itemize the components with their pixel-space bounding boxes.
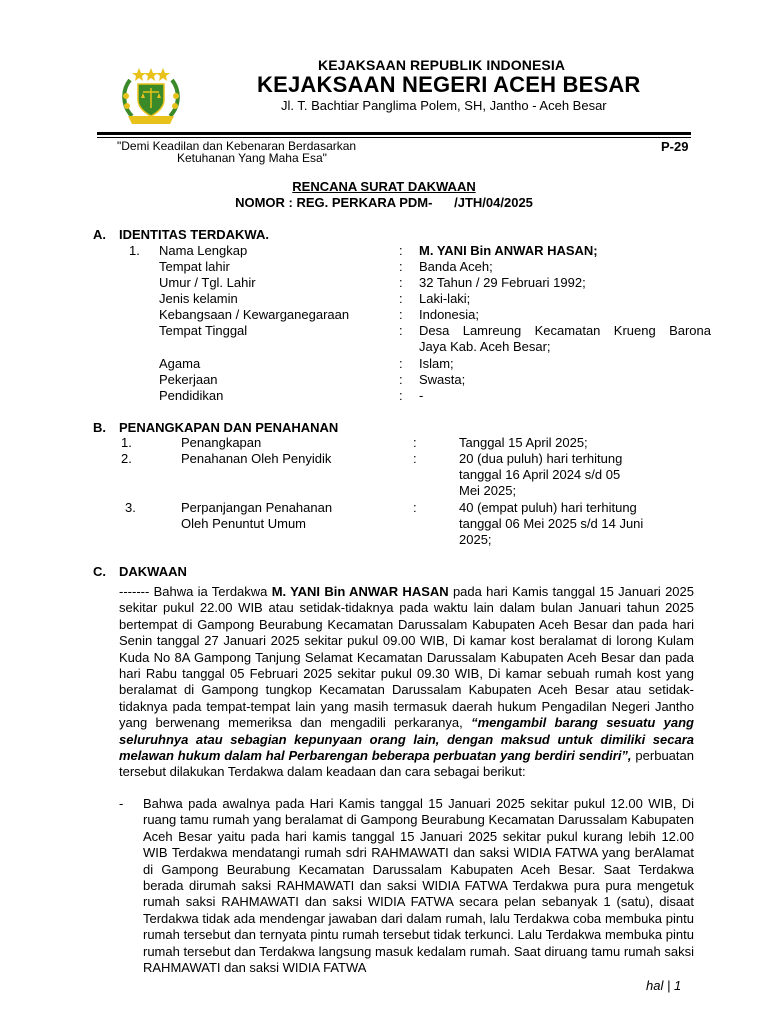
page-number: hal | 1 — [646, 978, 682, 993]
identity-value: Indonesia; — [419, 307, 479, 322]
document-title: RENCANA SURAT DAKWAAN — [292, 179, 476, 194]
identity-label: Tempat lahir — [159, 259, 230, 274]
identity-value: Islam; — [419, 356, 454, 371]
section-c-heading: DAKWAAN — [119, 564, 187, 579]
letterhead-divider-thin — [97, 137, 691, 138]
identity-value: Desa Lamreung Kecamatan Krueng Barona — [419, 323, 711, 338]
detention-label: Penahanan Oleh Penyidik — [181, 451, 332, 466]
identity-value: - — [419, 388, 424, 403]
form-code: P-29 — [661, 139, 689, 154]
identity-separator: : — [399, 356, 403, 371]
indictment-lead: ------- Bahwa ia Terdakwa — [119, 584, 272, 599]
charge-quote: “mengambil barang sesuatu yang seluruhnya atau sebagian kepunyaan orang lain, dengan maksud untuk dimiliki secara melawan hukum dalam hal Perbarengan beberapa perbuatan yang berdiri sendiri”, — [119, 715, 694, 764]
detention-value-continued: tanggal 06 Mei 2025 s/d 14 Juni — [459, 516, 644, 531]
office-name: KEJAKSAAN NEGERI ACEH BESAR — [257, 72, 641, 97]
office-address: Jl. T. Bachtiar Panglima Polem, SH, Jantho - Aceh Besar — [281, 98, 607, 113]
section-a-heading: IDENTITAS TERDAKWA. — [119, 227, 269, 242]
letterhead-divider-thick — [97, 132, 691, 135]
identity-value: M. YANI Bin ANWAR HASAN; — [419, 243, 598, 258]
section-b-number: B. — [93, 420, 106, 435]
detention-separator: : — [413, 451, 417, 466]
detention-value: 20 (dua puluh) hari terhitung — [459, 451, 623, 466]
identity-label: Tempat Tinggal — [159, 323, 248, 338]
detention-separator: : — [413, 500, 417, 515]
bullet-marker: - — [119, 796, 124, 811]
motto-line-1: "Demi Keadilan dan Kebenaran Berdasarkan — [117, 139, 357, 153]
detention-label: Penangkapan — [181, 435, 262, 450]
identity-value: Banda Aceh; — [419, 259, 493, 274]
section-c-number: C. — [93, 564, 106, 579]
identity-separator: : — [399, 372, 403, 387]
section-a-item-number: 1. — [129, 243, 140, 258]
identity-label: Umur / Tgl. Lahir — [159, 275, 256, 290]
agency-name: KEJAKSAAN REPUBLIK INDONESIA — [318, 57, 566, 73]
identity-separator: : — [399, 275, 403, 290]
detention-number: 3. — [125, 500, 136, 515]
detention-value-continued: Mei 2025; — [459, 483, 517, 498]
identity-separator: : — [399, 259, 403, 274]
identity-label: Pekerjaan — [159, 372, 218, 387]
detention-separator: : — [413, 435, 417, 450]
identity-separator: : — [399, 243, 403, 258]
identity-label: Jenis kelamin — [159, 291, 238, 306]
detention-label-continued: Oleh Penuntut Umum — [181, 516, 307, 531]
detention-label: Perpanjangan Penahanan — [181, 500, 333, 515]
kejaksaan-emblem-icon — [118, 66, 184, 126]
detention-number: 2. — [121, 451, 132, 466]
detention-value: Tanggal 15 April 2025; — [459, 435, 588, 450]
identity-separator: : — [399, 323, 403, 338]
identity-value: Swasta; — [419, 372, 466, 387]
identity-separator: : — [399, 388, 403, 403]
identity-separator: : — [399, 291, 403, 306]
detention-value: 40 (empat puluh) hari terhitung — [459, 500, 637, 515]
detention-value-continued: tanggal 16 April 2024 s/d 05 — [459, 467, 621, 482]
identity-value: Laki-laki; — [419, 291, 471, 306]
document-number: NOMOR : REG. PERKARA PDM- /JTH/04/2025 — [235, 195, 533, 210]
motto-line-2: Ketuhanan Yang Maha Esa" — [177, 151, 327, 165]
section-a-number: A. — [93, 227, 106, 242]
identity-label: Nama Lengkap — [159, 243, 248, 258]
detention-number: 1. — [121, 435, 132, 450]
detention-value-continued: 2025; — [459, 532, 492, 547]
chronology-bullet: Bahwa pada awalnya pada Hari Kamis tanggal 15 Januari 2025 sekitar pukul 12.00 WIB, Di ruang tamu rumah yang beralamat di Gampong Beurabung Kecamatan Darussalam Kabupaten Aceh Besar yaitu pada hari kamis tanggal 15 Januari 2025 sekitar pukul kurang lebih 12.00 WIB Terdakwa mendatangi rumah sdri RAHMAWATI dan saksi WIDIA FATWA yang berAlamat di Gampong Beurabung Kecamatan Darussalam Kabupaten Aceh Besar. Saat Terdakwa berada dirumah saksi RAHMAWATI dan saksi WIDIA FATWA Terdakwa pura pura mengetuk rumah saksi RAHMAWATI dan saksi WIDIA FATWA secara pelan sebanyak 1 (satu), disaat Terdakwa tidak ada mendengar jawaban dari dalam rumah, lalu Terdakwa coba membuka pintu rumah tersebut dan ternyata pintu rumah tersebut tidak terkunci. Lalu Terdakwa membuka pintu rumah tersebut dan Terdakwa langsung masuk kedalam rumah. Saat diruang tamu rumah saksi RAHMAWATI dan saksi WIDIA FATWA — [143, 796, 694, 976]
identity-label: Agama — [159, 356, 201, 371]
indictment-tail: perbuatan tersebut dilakukan Terdakwa dalam keadaan dan cara sebagai berikut: — [119, 748, 694, 780]
indictment-body: pada hari Kamis tanggal 15 Januari 2025 sekitar pukul 22.00 WIB atau setidak-tidaknya pada waktu lain dalam bulan Januari tahun 2025 bertempat di Gampong Beurabung Kecamatan Darussalam Kabupaten Aceh Besar dan pada hari Senin tanggal 27 Januari 2025 sekitar pukul 09.00 WIB, Di kamar kost beralamat di lorong Kulam Kuda No 8A Gampong Tanjung Selamat Kecamatan Darussalam Kabupaten Aceh Besar dan pada hari Rabu tanggal 05 Februari 2025 sekitar pukul 09.30 WIB, Di kamar sebuah rumah kost yang beralamat di Gampong tungkop Kecamatan Darussalam Kabupaten Aceh Besar atau setidak-tidaknya pada tempat-tempat lain yang masih termasuk daerah hukum Pengadilan Negeri Jantho yang berwenang memeriksa dan mengadili perkaranya, — [119, 584, 694, 731]
defendant-name: M. YANI Bin ANWAR HASAN — [271, 584, 449, 599]
identity-value: 32 Tahun / 29 Februari 1992; — [419, 275, 586, 290]
identity-separator: : — [399, 307, 403, 322]
section-b-heading: PENANGKAPAN DAN PENAHANAN — [119, 420, 339, 435]
identity-label: Kebangsaan / Kewarganegaraan — [159, 307, 350, 322]
indictment-paragraph — [119, 584, 694, 781]
identity-label: Pendidikan — [159, 388, 224, 403]
identity-value-continued: Jaya Kab. Aceh Besar; — [419, 339, 551, 354]
